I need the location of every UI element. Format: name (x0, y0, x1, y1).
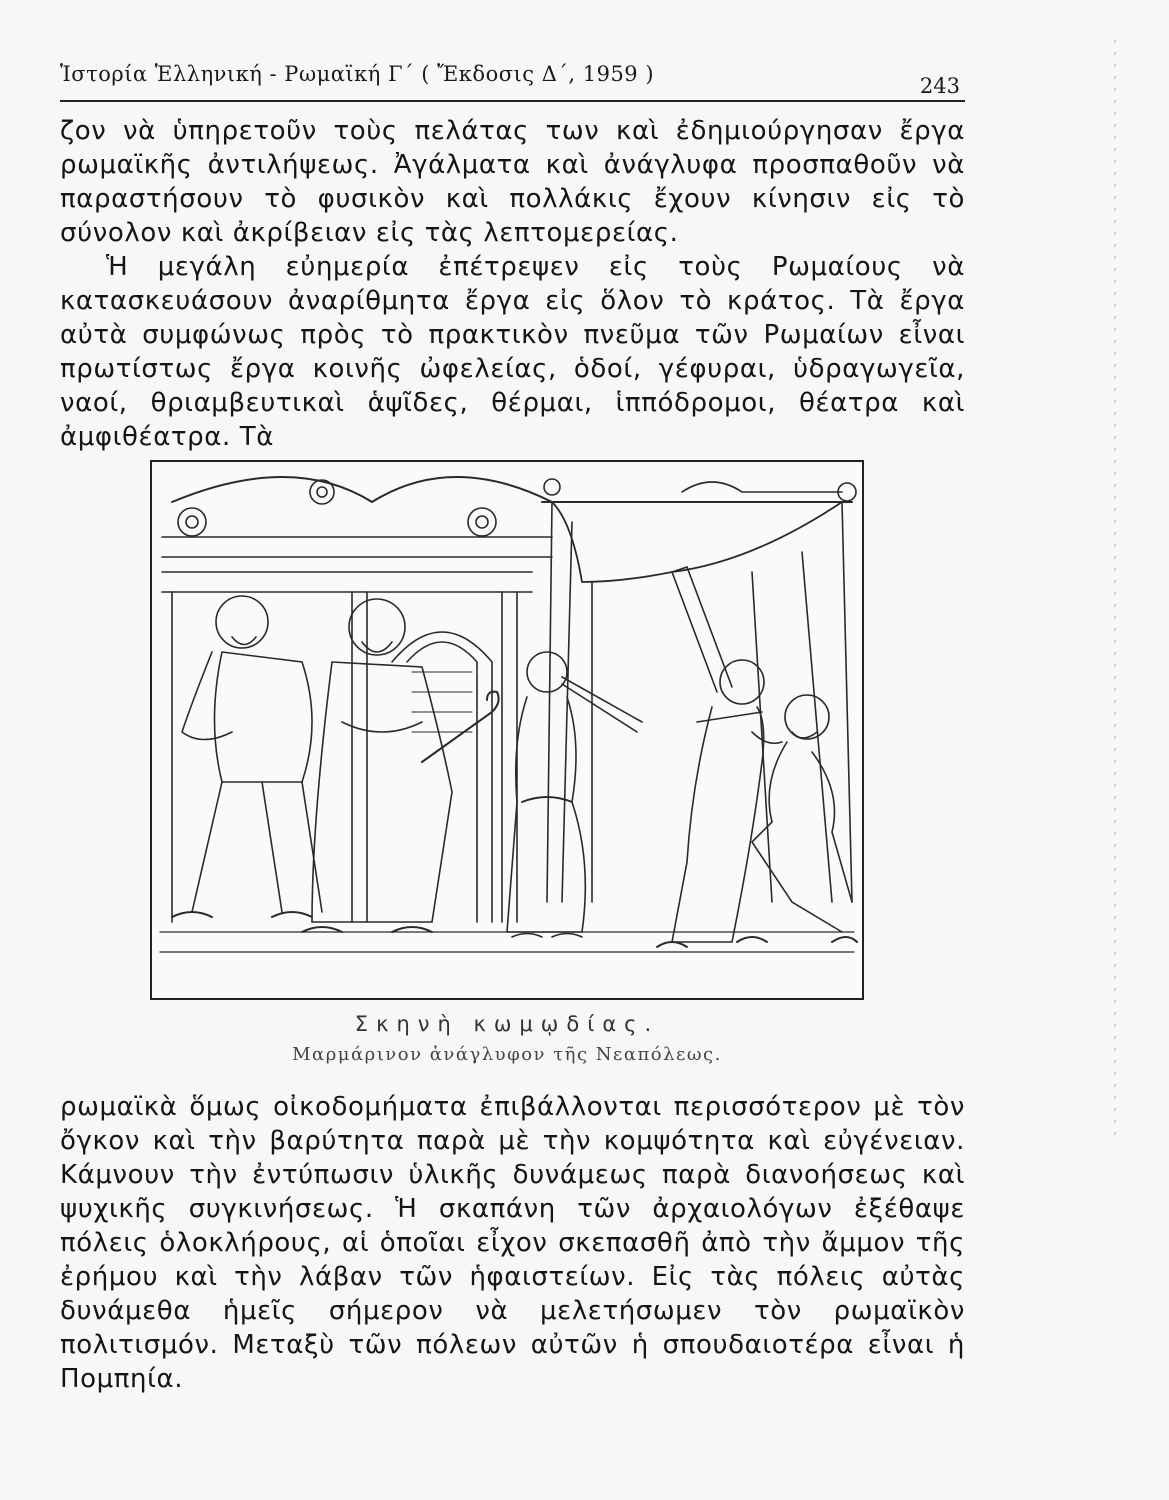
upper-text-block (60, 114, 965, 454)
figure-masked-slave (737, 695, 857, 942)
architecture-left (162, 477, 552, 922)
running-header: Ἱστορία Ἑλληνική - Ρωμαϊκή Γ΄ ( Ἔκδοσις Δ΄, 1959 ) (60, 62, 655, 86)
figure-masked-man-left (172, 596, 322, 917)
lower-text-block (60, 1090, 965, 1396)
comedy-scene-drawing (152, 462, 862, 998)
relief-illustration (150, 460, 864, 1000)
figure-old-man-staff (302, 599, 499, 932)
paragraph-roman-buildings: ρωμαϊκὰ ὅμως οἰκοδομήματα ἐπιβάλλονται περισσότερον μὲ τὸν ὄγκον καὶ τὴν βαρύτητα παρὰ μὲ τὴν κομψότητα καὶ εὐγένειαν. Κάμνουν τὴν ἐντύπωσιν ὑλικῆς δυνάμεως παρὰ διανοήσεως καὶ ψυχικῆς συγκινήσεως. Ἡ σκαπάνη τῶν ἀρχαιολόγων ἐξέθαψε πόλεις ὁλοκλήρους, αἱ ὁποῖαι εἶχον σκεπασθῆ ἀπὸ τὴν ἄμμον τῆς ἐρήμου καὶ τὴν λάβαν τῶν ἡφαιστείων. Εἰς τὰς πόλεις αὐτὰς δυνάμεθα ἡμεῖς σήμερον νὰ μελετήσωμεν τὸν ρωμαϊκὸν πολιτισμόν. Μεταξὺ τῶν πόλεων αὐτῶν ἡ σπουδαιοτέρα εἶναι ἡ Πομπηία. (60, 1092, 965, 1394)
figure-flute-player (507, 652, 642, 937)
stage-floor (160, 932, 854, 952)
paragraph-continuation: ζον νὰ ὑπηρετοῦν τοὺς πελάτας των καὶ ἐδημιούργησαν ἔργα ρωμαϊκῆς ἀντιλήψεως. Ἀγάλματα καὶ ἀνάγλυφα προσπαθοῦν νὰ παραστήσουν τὸ φυσικὸν καὶ πολλάκις ἔχουν κίνησιν εἰς τὸ σύνολον καὶ ἀκρίβειαν εἰς τὰς λεπτομερείας. (60, 116, 965, 248)
paragraph-roman-works: Ἡ μεγάλη εὐημερία ἐπέτρεψεν εἰς τοὺς Ρωμαίους νὰ κατασκευάσουν ἀναρίθμητα ἔργα εἰς ὅλον τὸ κράτος. Τὰ ἔργα αὐτὰ συμφώνως πρὸς τὸ πρακτικὸν πνεῦμα τῶν Ρωμαίων εἶναι πρωτίστως ἔργα κοινῆς ὠφελείας, ὁδοί, γέφυραι, ὑδραγωγεῖα, ναοί, θριαμβευτικαὶ ἁψῖδες, θέρμαι, ἱππόδρομοι, θέατρα καὶ ἀμφιθέατρα. Τὰ (60, 252, 965, 452)
header-rule (60, 100, 965, 102)
figure-youth-raised-arm (657, 567, 764, 947)
figure-caption-title: Σκηνὴ κωμῳδίας. (354, 1012, 660, 1036)
figure-caption-subtitle: Μαρμάρινον ἀνάγλυφον τῆς Νεαπόλεως. (292, 1044, 722, 1065)
stage-curtain (542, 479, 856, 902)
page-number: 243 (919, 74, 960, 98)
margin-scan-mark (1114, 40, 1116, 1140)
